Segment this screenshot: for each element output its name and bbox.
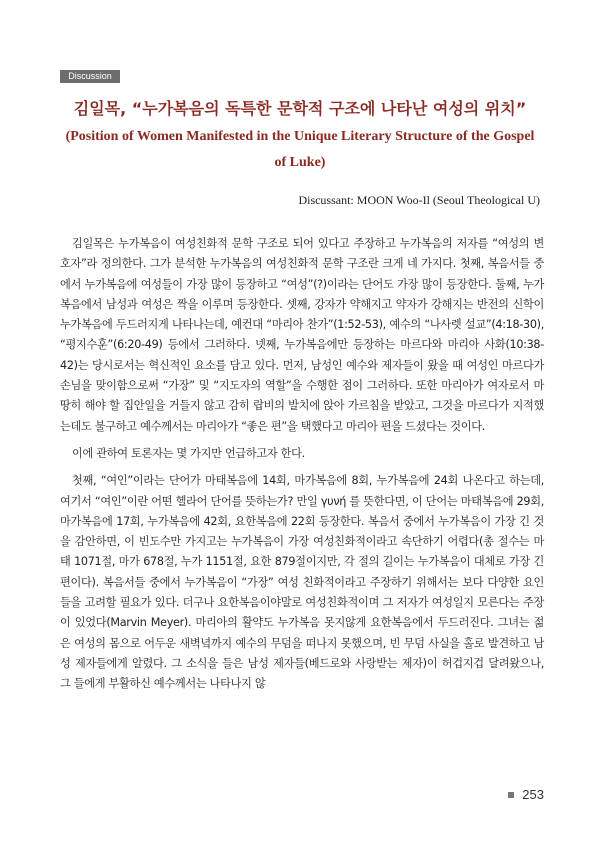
discussant-line: Discussant: MOON Woo-Il (Seoul Theological U) [298, 193, 540, 207]
english-title: (Position of Women Manifested in the Unique Literary Structure of the Gospel of Luke) [65, 129, 535, 170]
paragraph: 김일목은 누가복음이 여성친화적 문학 구조로 되어 있다고 주장하고 누가복음의 저자를 “여성의 변호자”라 정의한다. 그가 분석한 누가복음의 여성친화적 문학 구조란 크게 네 가지다. 첫째, 복음서들 중에서 누가복음에 여성들이 가장 많이 등장하고 “여성”(?)이라는 단어도 가장 많이 등장한다. 둘째, 누가복음에서 남성과 여성은 짝을 이루며 등장한다. 셋째, 강자가 약해지고 약자가 강해지는 반전의 신학이 누가복음에 두드러지게 나타나는데, 예컨대 “마리아 찬가”(1:52-53), 예수의 “나사렛 설교”(4:18-30), “평지수훈”(6:20-49) 등에서 그러하다. 넷째, 누가복음에만 등장하는 마르다와 마리아 사화(10:38-42)는 당시로서는 혁신적인 요소를 담고 있다. 먼저, 남성인 예수와 제자들이 왔을 때 여성인 마르다가 손님을 맞이함으로써 “가장” 및 “지도자의 역할”을 수행한 점이 그러하다. 또한 마리아가 여자로서 마땅히 해야 할 집안일을 거들지 않고 감히 랍비의 발치에 앉아 가르침을 받았고, 그것을 마르다가 지적했는데도 불구하고 예수께서는 마리아가 “좋은 편”을 택했다고 마리아 편을 드셨다는 것이다. [60, 237, 544, 433]
square-bullet-icon [508, 792, 514, 798]
section-tag: Discussion [60, 70, 120, 83]
article-body [60, 234, 544, 702]
page-number: 253 [522, 787, 544, 802]
paragraph: 이에 관하여 토론자는 몇 가지만 언급하고자 한다. [72, 446, 305, 460]
paragraph: 첫째, “여인”이라는 단어가 마태복음에 14회, 마가복음에 8회, 누가복음에 24회 나온다고 하는데, 여기서 “여인”이란 어떤 헬라어 단어를 뜻하는가? 만일 γυνή 를 뜻한다면, 이 단어는 마태복음에 29회, 마가복음에 17회, 누가복음에 42회, 요한복음에 22회 등장한다. 복음서 중에서 누가복음이 가장 긴 것을 감안하면, 이 빈도수만 가지고는 누가복음이 가장 여성친화적이라고 속단하기 어렵다(총 절수는 마태 1071절, 마가 678절, 누가 1151절, 요한 879절이지만, 각 절의 길이는 누가복음이 대체로 가장 긴 편이다). 복음서들 중에서 누가복음이 “가장” 여성 친화적이라고 주장하기 위해서는 보다 다양한 요인들을 고려할 필요가 있다. 더구나 요한복음이야말로 여성친화적이며 그 저자가 여성일지 모른다는 주장이 있었다(Marvin Meyer). 마리아의 활약도 누가복음 못지않게 요한복음에서 두드러진다. 그녀는 젊은 여성의 몸으로 어두운 새벽녘까지 예수의 무덤을 떠나지 못했으며, 빈 무덤 사실을 홀로 발견하고 남성 제자들에게 알렸다. 그 소식을 들은 남성 제자들(베드로와 사랑받는 제자)이 허겁지겁 달려왔으나, 그 들에게 부활하신 예수께서는 나타나지 않 [60, 474, 544, 691]
page-footer [508, 787, 544, 802]
korean-title: 김일목, “누가복음의 독특한 문학적 구조에 나타난 여성의 위치” [73, 99, 527, 118]
